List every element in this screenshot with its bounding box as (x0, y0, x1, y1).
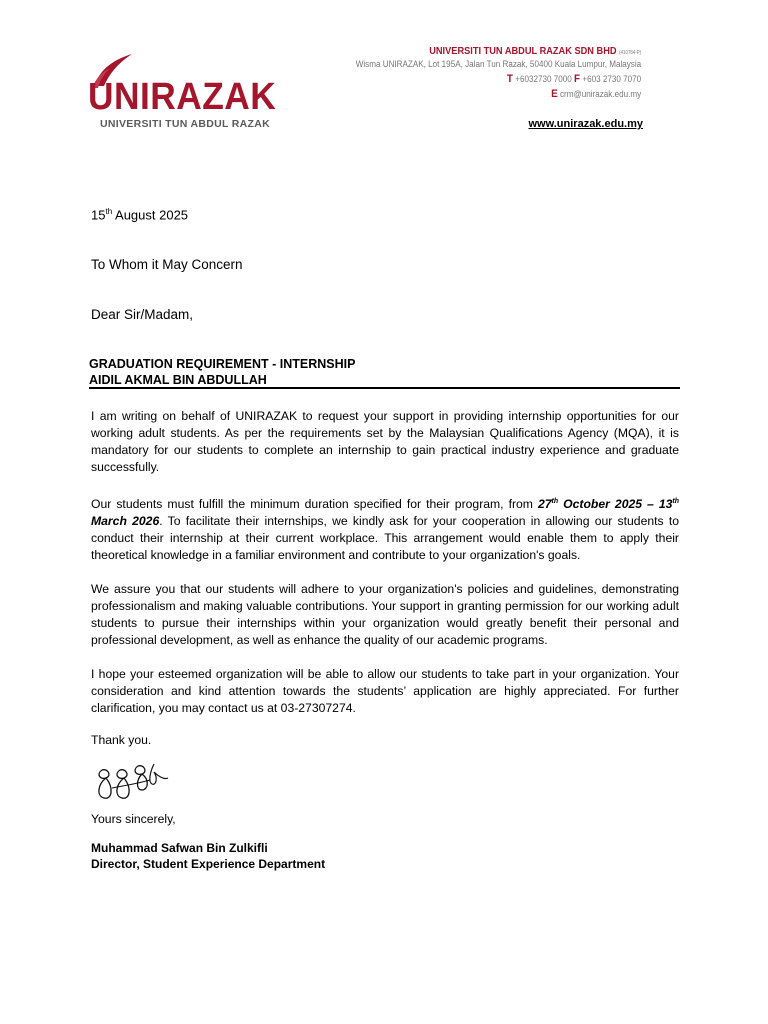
website-link[interactable]: www.unirazak.edu.my (528, 118, 643, 130)
logo-tagline: UNIVERSITI TUN ABDUL RAZAK (100, 118, 270, 130)
salutation: Dear Sir/Madam, (91, 307, 194, 322)
subject-heading (89, 356, 679, 388)
recipient: To Whom it May Concern (91, 257, 243, 272)
signer-name: Muhammad Safwan Bin Zulkifli (91, 841, 268, 855)
paragraph-4: I hope your esteemed organization will be able to allow our students to take part in your organization. Your consideration and kind attention towards the students’ application are highly appreciated. For further clarification, you may contact us at 03-27307274. (91, 667, 679, 716)
paragraph-1: I am writing on behalf of UNIRAZAK to request your support in providing internship opportunities for our working adult students. As per the requirements set by the Malaysian Qualifications Agency (MQA), it is mandatory for our students to complete an internship to gain practical industry experience and graduate successfully. (91, 409, 679, 474)
signer-title: Director, Student Experience Department (91, 857, 326, 871)
subject-line-2: AIDIL AKMAL BIN ABDULLAH (89, 373, 267, 387)
paragraph-2: Our students must fulfill the minimum duration specified for their program, from 27th October 2025 – 13th March 2026. To facilitate their internships, we kindly ask for your cooperation in allowing our students to conduct their internship at their current workplace. This arrangement would enable them to apply their theoretical knowledge in a familiar environment and contribute to your organization's goals. (91, 497, 680, 563)
subject-line-1: GRADUATION REQUIREMENT - INTERNSHIP (89, 357, 356, 371)
letterhead-contact (324, 45, 641, 102)
sign-off: Yours sincerely, (91, 812, 176, 826)
signer-block (91, 840, 325, 872)
company-name: UNIVERSITI TUN ABDUL RAZAK SDN BHD (410784-P) (429, 45, 641, 57)
paragraph-3: We assure you that our students will adhere to your organization's policies and guidelines, demonstrating professionalism and making valuable contributions. Your support in granting permission for our working adult students to pursue their internships within your organization would greatly benefit their personal and professional development, as well as enhance the quality of our academic programs. (91, 582, 679, 648)
email-line: E crm@unirazak.edu.my (550, 88, 641, 100)
letter-body (91, 408, 679, 734)
company-address: Wisma UNIRAZAK, Lot 195A, Jalan Tun Razak, 50400 Kuala Lumpur, Malaysia (355, 59, 641, 69)
subject-underline (89, 387, 680, 389)
phone-fax-line: T +6032730 7000 F +603 2730 7070 (506, 73, 641, 85)
unirazak-logo (88, 52, 293, 132)
letter-date: 15th August 2025 (91, 207, 189, 223)
logo-wordmark: UNIRAZAK (88, 76, 277, 118)
closing-thanks: Thank you. (91, 733, 152, 747)
company-reg: (410784-P) (618, 50, 641, 56)
handwritten-signature (92, 758, 170, 810)
